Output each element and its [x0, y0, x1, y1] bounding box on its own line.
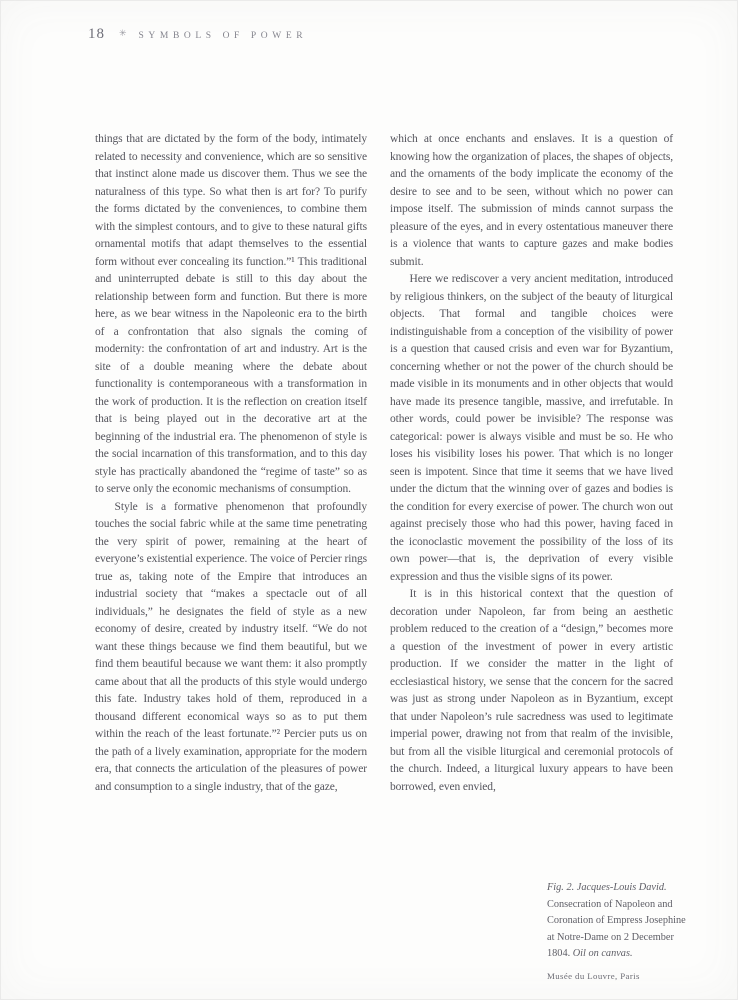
paragraph: things that are dictated by the form of the body, intimately related to necessity and convenience, which are so sensitive that instinct alone made us discover them. Thus we see the naturalness of this type. So what then is art for? To purify the forms dictated by the conveniences, to combine them with the simplest contours, and to give to these natural gifts ornamental motifs that adapt themselves to the essential form without ever concealing its function.”¹ This traditional and uninterrupted debate is still to this day about the relationship between form and function. But there is more here, as we bear witness in the Napoleonic era to the birth of a confrontation that also signals the coming of modernity: the confrontation of art and industry. Art is the site of a double meaning where the debate about functionality is contemporaneous with a transformation in the work of production. It is the reflection on creation itself that is being played out in the decorative art at the beginning of the industrial era. The phenomenon of style is the social incarnation of this transformation, and to this day style has practically abandoned the “regime of taste” so as to serve only the economic mechanisms of consumption. — [95, 133, 367, 495]
caption-title-line: at Notre-Dame on 2 December — [547, 931, 674, 943]
caption-title-line: Consecration of Napoleon and — [547, 898, 673, 910]
caption-credit: Musée du Louvre, Paris — [547, 970, 640, 981]
paragraph: which at once enchants and enslaves. It is a question of knowing how the organization of places, the shapes of objects, and the ornaments of the body implicate the economy of the desire to see and to be seen, without which no power can impose itself. The submission of minds cannot surpass the pleasure of the eyes, and in every ostentatious maneuver there is a violence that wants to capture gazes and make bodies submit. — [390, 133, 673, 268]
column-left — [95, 131, 367, 796]
figure-caption — [547, 880, 717, 985]
caption-title-line: Coronation of Empress Josephine — [547, 915, 686, 927]
paragraph: It is in this historical context that the question of decoration under Napoleon, far from being an aesthetic problem reduced to the creation of a “design,” becomes more a question of the investment of power in every artistic production. If we consider the matter in the light of ecclesiastical history, we sense that the concern for the sacred was just as strong under Napoleon as in Byzantium, except that under Napoleon’s rule sacredness was used to legitimate imperial power, drawing not from that realm of the invisible, but from all the visible liturgical and ceremonial protocols of the church. Indeed, a liturgical luxury appears to have been borrowed, even envied, — [390, 588, 673, 793]
column-right — [390, 131, 673, 796]
text-columns — [95, 131, 673, 796]
page-number: 18 — [88, 26, 105, 42]
paragraph: Style is a formative phenomenon that profoundly touches the social fabric while at the same time penetrating the very spirit of power, remaining at the heart of everyone’s existential experience. The voice of Percier rings true as, taking note of the Empire that introduces an industrial society that “makes a spectacle out of all individuals,” he designates the field of style as a new economy of desire, created by industry itself. “We do not want these things because we find them beautiful, but we find them beautiful because we want them: it also promptly came about that all the products of this style would undergo this fate. Industry takes hold of them, reproduced in a thousand different economical ways so as to put them within the reach of the least fortunate.”² Percier puts us on the path of a lively examination, appropriate for the modern era, that connects the articulation of the pleasures of power and consumption to a single industry, that of the gaze, — [95, 500, 367, 793]
caption-medium: Oil on canvas. — [572, 948, 633, 960]
caption-year: 1804. — [547, 948, 573, 960]
running-header — [88, 26, 307, 43]
asterisk-icon: ✳ — [119, 28, 127, 38]
caption-year-medium — [547, 946, 717, 963]
running-title: SYMBOLS OF POWER — [138, 31, 308, 41]
paragraph: Here we rediscover a very ancient meditation, introduced by religious thinkers, on the subject of the beauty of liturgical objects. That formal and tangible choices were indistinguishable from a conception of the visibility of power is a question that caused crisis and even war for Byzantium, concerning whether or not the power of the church should be made visible in its monuments and in other objects that would have made its presence tangible, massive, and irrefutable. In other words, could power be invisible? The response was categorical: power is always visible and must be so. He who loses his visibility loses his power. That which is no longer seen is impotent. Since that time it seems that we have lived under the dictum that the winning over of gazes and bodies is the condition for every exercise of power. The church won out against precisely those who had this power, having faced in the iconoclastic movement the possibility of the loss of its own power—that is, the deprivation of every visible expression and thus the visible signs of its power. — [390, 273, 673, 583]
caption-figure-label: Fig. 2. Jacques-Louis David. — [547, 882, 667, 893]
